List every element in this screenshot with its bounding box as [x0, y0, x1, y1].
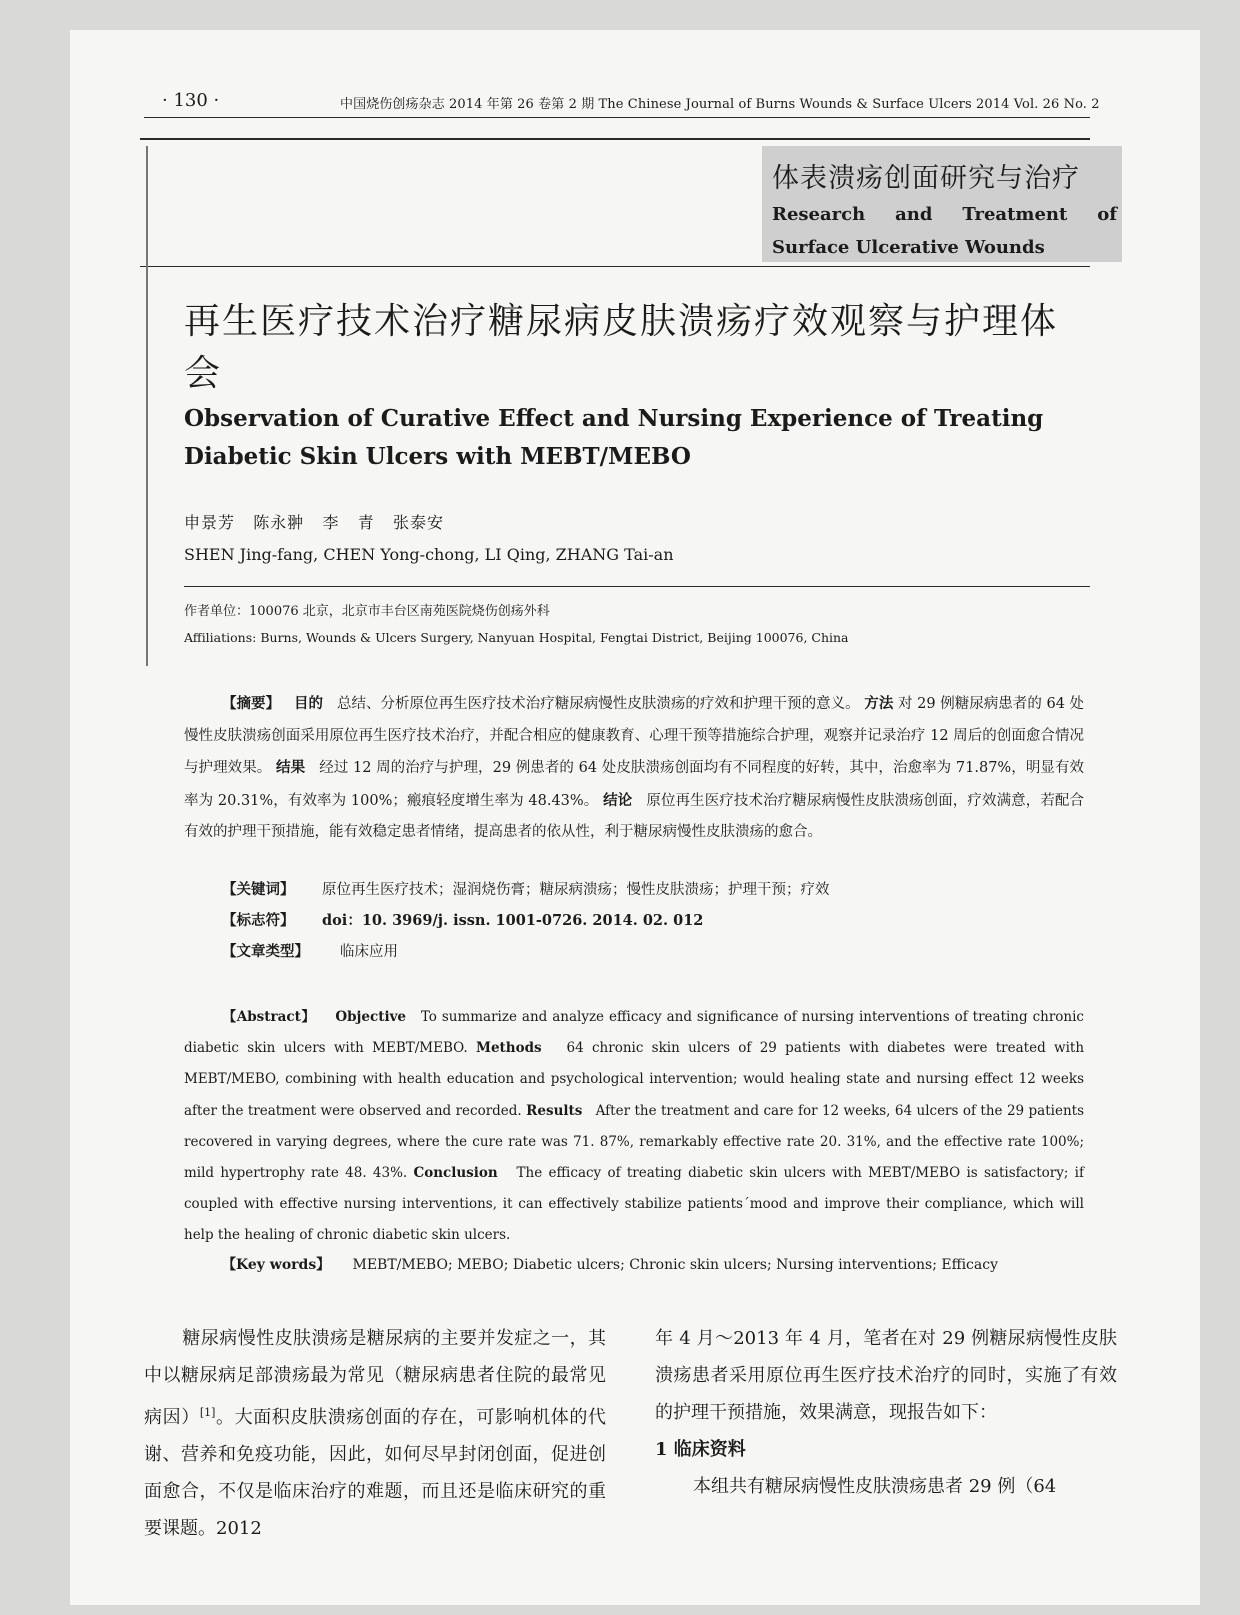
- left-margin-bar: [146, 146, 148, 666]
- keywords-en-label: 【Key words】: [222, 1257, 331, 1273]
- affiliation-cn: 作者单位：100076 北京，北京市丰台区南苑医院烧伤创疡外科: [184, 604, 550, 619]
- keywords-cn-row: [222, 878, 830, 899]
- column-title-en: Research and Treatment of Surface Ulcerative Wounds: [772, 204, 1117, 258]
- abstract-cn-objective: 总结、分析原位再生医疗技术治疗糖尿病慢性皮肤溃疡的疗效和护理干预的意义。: [336, 696, 860, 712]
- keywords-en-row: [222, 1254, 998, 1274]
- abstract-cn-methods: 对 29 例糖尿病患者的 64 处慢性皮肤溃疡创面采用原位再生医疗技术治疗，并配合相应的健康教育、心理干预等措施综合护理，观察并记录治疗 12 周后的创面愈合情况与护理效果。: [184, 696, 1085, 776]
- article-title-cn: 再生医疗技术治疗糖尿病皮肤溃疡疗效观察与护理体会: [184, 301, 1059, 394]
- abstract-cn-objective-label: 目的: [294, 695, 324, 712]
- author-rule: [184, 586, 1090, 587]
- abstract-en-results-label: Results: [526, 1102, 583, 1119]
- body-right-text-2: 本组共有糖尿病慢性皮肤溃疡患者 29 例（64: [693, 1476, 1057, 1497]
- doi-row: [222, 909, 703, 930]
- body-left-text-a: 糖尿病慢性皮肤溃疡是糖尿病的主要并发症之一，其中以糖尿病足部溃疡最为常见（糖尿病患者住院的最常见病因）: [144, 1328, 606, 1428]
- abstract-cn-conclusion-label: 结论: [603, 791, 633, 809]
- abstract-en-conclusion-label: Conclusion: [413, 1165, 498, 1182]
- body-column-right: [655, 1320, 1117, 1505]
- abstract-en-label: 【Abstract】: [222, 1009, 316, 1025]
- section-heading: 1 临床资料: [655, 1439, 746, 1460]
- running-head: 中国烧伤创疡杂志 2014 年第 26 卷第 2 期 The Chinese Journal of Burns Wounds & Surface Ulcers 2014 Vol. 26 No. 2: [340, 97, 1100, 112]
- body-right-text: 年 4 月～2013 年 4 月，笔者在对 29 例糖尿病慢性皮肤溃疡患者采用原位再生医疗技术治疗的同时，实施了有效的护理干预措施，效果满意，现报告如下：: [655, 1328, 1117, 1423]
- top-rule: [140, 138, 1090, 140]
- abstract-en-conclusion: The efficacy of treating diabetic skin ulcers with MEBT/MEBO is satisfactory; if coupled with effective nursing interventions, it can effectively stabilize patients´mood and improve their compliance, which will help the healing of chronic diabetic skin ulcers.: [184, 1165, 1084, 1244]
- page-number: · 130 ·: [162, 90, 220, 111]
- column-title-cn: 体表溃疡创面研究与治疗: [772, 163, 1080, 194]
- article-type-row: [222, 940, 398, 961]
- abstract-cn-conclusion: 原位再生医疗技术治疗糖尿病慢性皮肤溃疡创面，疗效满意，若配合有效的护理干预措施，能有效稳定患者情绪，提高患者的依从性，利于糖尿病慢性皮肤溃疡的愈合。: [184, 792, 1085, 840]
- authors-cn: 申景芳 陈永翀 李 青 张泰安: [184, 513, 445, 532]
- keywords-en: MEBT/MEBO; MEBO; Diabetic ulcers; Chronic skin ulcers; Nursing interventions; Efficacy: [352, 1257, 998, 1273]
- article-type-label: 【文章类型】: [222, 943, 309, 960]
- affiliation-en: Affiliations: Burns, Wounds & Ulcers Surgery, Nanyuan Hospital, Fengtai District, Beijing 100076, China: [184, 630, 849, 645]
- abstract-cn-label: 【摘要】: [222, 695, 281, 712]
- header-rule: [144, 117, 1090, 118]
- abstract-en-objective: To summarize and analyze efficacy and significance of nursing interventions of treating chronic diabetic skin ulcers with MEBT/MEBO.: [184, 1009, 1084, 1057]
- abstract-cn: [184, 688, 1084, 849]
- abstract-en-objective-label: Objective: [335, 1009, 407, 1025]
- doi-label: 【标志符】: [222, 912, 295, 929]
- keywords-cn: 原位再生医疗技术；湿润烧伤膏；糖尿病溃疡；慢性皮肤溃疡；护理干预；疗效: [322, 882, 830, 898]
- keywords-cn-label: 【关键词】: [222, 881, 295, 898]
- abstract-en-methods: 64 chronic skin ulcers of 29 patients with diabetes were treated with MEBT/MEBO, combining with health education and psychological intervention; would healing state and nursing effect 12 weeks after the treatment were observed and recorded.: [184, 1040, 1085, 1119]
- abstract-en-results: After the treatment and care for 12 weeks, 64 ulcers of the 29 patients recovered in varying degrees, where the cure rate was 71. 87%, remarkably effective rate 20. 31%, and the effective rate 100%; mild hypertrophy rate 48. 43%.: [184, 1102, 1085, 1182]
- body-left-text-b: 。大面积皮肤溃疡创面的存在，可影响机体的代谢、营养和免疫功能，因此，如何尽早封闭创面，促进创面愈合，不仅是临床治疗的难题，而且还是临床研究的重要课题。2012: [144, 1407, 607, 1539]
- abstract-cn-methods-label: 方法: [864, 695, 894, 712]
- doi-value: doi：10. 3969/j. issn. 1001-0726. 2014. 02. 012: [322, 912, 704, 929]
- article-title-en: Observation of Curative Effect and Nursing Experience of Treating Diabetic Skin Ulcers with MEBT/MEBO: [184, 405, 1044, 470]
- abstract-cn-results-label: 结果: [276, 759, 306, 776]
- article-type: 临床应用: [340, 944, 398, 960]
- body-column-left: [144, 1320, 606, 1547]
- abstract-en: [184, 1002, 1084, 1252]
- authors-en: SHEN Jing-fang, CHEN Yong-chong, LI Qing, ZHANG Tai-an: [184, 545, 674, 564]
- citation-ref: [1]: [199, 1406, 216, 1419]
- abstract-en-methods-label: Methods: [476, 1040, 542, 1057]
- abstract-cn-results: 经过 12 周的治疗与护理，29 例患者的 64 处皮肤溃疡创面均有不同程度的好转，其中，治愈率为 71.87%，明显有效率为 20.31%，有效率为 100%；瘢痕轻度增生率为 48.43%。: [184, 760, 1085, 809]
- title-rule: [140, 266, 1090, 267]
